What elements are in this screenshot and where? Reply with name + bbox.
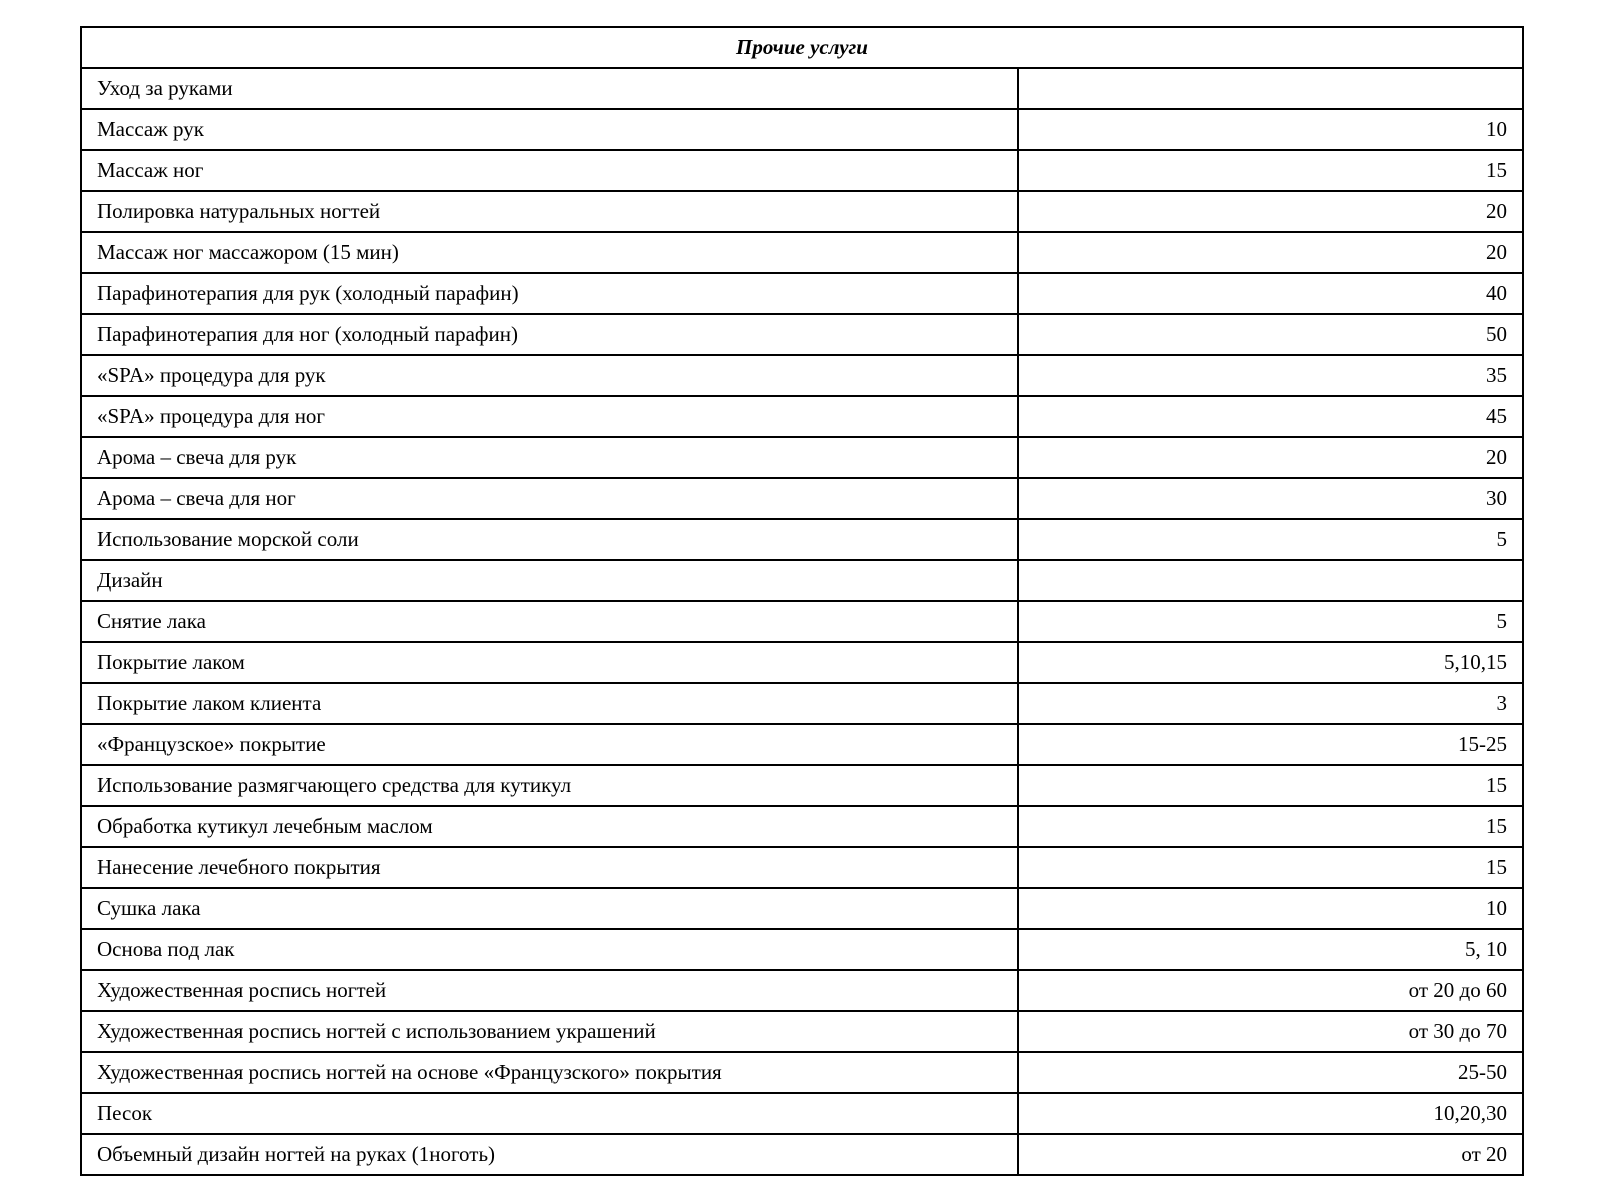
table-row: [81, 1052, 1523, 1093]
service-price: 10: [1018, 888, 1523, 929]
service-price: 15-25: [1018, 724, 1523, 765]
service-name: Парафинотерапия для рук (холодный парафин): [81, 273, 1018, 314]
table-row: [81, 970, 1523, 1011]
service-name: Художественная роспись ногтей: [81, 970, 1018, 1011]
table-row: [81, 929, 1523, 970]
service-name: Уход за руками: [81, 68, 1018, 109]
service-price: 5: [1018, 519, 1523, 560]
service-price: 15: [1018, 765, 1523, 806]
table-row: [81, 601, 1523, 642]
service-price: 25-50: [1018, 1052, 1523, 1093]
service-name: «Французское» покрытие: [81, 724, 1018, 765]
service-price: 5,10,15: [1018, 642, 1523, 683]
service-name: Сушка лака: [81, 888, 1018, 929]
service-name: Массаж рук: [81, 109, 1018, 150]
table-row: [81, 109, 1523, 150]
table-row: [81, 765, 1523, 806]
service-name: Песок: [81, 1093, 1018, 1134]
table-row: [81, 519, 1523, 560]
service-name: Художественная роспись ногтей на основе «Французского» покрытия: [81, 1052, 1018, 1093]
service-price: 35: [1018, 355, 1523, 396]
service-name: Полировка натуральных ногтей: [81, 191, 1018, 232]
service-name: Парафинотерапия для ног (холодный парафин): [81, 314, 1018, 355]
table-row: [81, 314, 1523, 355]
table-row: [81, 437, 1523, 478]
service-name: Снятие лака: [81, 601, 1018, 642]
table-row: [81, 683, 1523, 724]
service-name: Арома – свеча для ног: [81, 478, 1018, 519]
service-name: Нанесение лечебного покрытия: [81, 847, 1018, 888]
service-price: 3: [1018, 683, 1523, 724]
table-row: [81, 273, 1523, 314]
table-row: [81, 478, 1523, 519]
service-price: 15: [1018, 847, 1523, 888]
service-price: 20: [1018, 191, 1523, 232]
service-price: 40: [1018, 273, 1523, 314]
service-name: Объемный дизайн ногтей на руках (1ноготь): [81, 1134, 1018, 1175]
service-price: 50: [1018, 314, 1523, 355]
service-name: «SPA» процедура для ног: [81, 396, 1018, 437]
service-name: Арома – свеча для рук: [81, 437, 1018, 478]
table-row: [81, 1011, 1523, 1052]
service-price: [1018, 560, 1523, 601]
table-row: [81, 806, 1523, 847]
service-price: 30: [1018, 478, 1523, 519]
service-name: Основа под лак: [81, 929, 1018, 970]
service-price: от 30 до 70: [1018, 1011, 1523, 1052]
service-price: 5, 10: [1018, 929, 1523, 970]
service-price: 5: [1018, 601, 1523, 642]
service-price: 10: [1018, 109, 1523, 150]
service-name: «SPA» процедура для рук: [81, 355, 1018, 396]
table-title-row: [81, 27, 1523, 68]
table-row: [81, 560, 1523, 601]
service-name: Покрытие лаком: [81, 642, 1018, 683]
table-row: [81, 396, 1523, 437]
service-name: Массаж ног массажором (15 мин): [81, 232, 1018, 273]
table-row: [81, 642, 1523, 683]
service-name: Обработка кутикул лечебным маслом: [81, 806, 1018, 847]
table-row: [81, 888, 1523, 929]
table-row: [81, 724, 1523, 765]
service-price: от 20: [1018, 1134, 1523, 1175]
table-title: Прочие услуги: [81, 27, 1523, 68]
table-row: [81, 1093, 1523, 1134]
service-price: от 20 до 60: [1018, 970, 1523, 1011]
service-price: [1018, 68, 1523, 109]
service-name: Использование морской соли: [81, 519, 1018, 560]
service-name: Покрытие лаком клиента: [81, 683, 1018, 724]
table-row: [81, 68, 1523, 109]
service-price: 45: [1018, 396, 1523, 437]
price-table: [80, 26, 1524, 1176]
table-row: [81, 847, 1523, 888]
service-name: Использование размягчающего средства для кутикул: [81, 765, 1018, 806]
service-name: Дизайн: [81, 560, 1018, 601]
service-price: 20: [1018, 437, 1523, 478]
service-name: Массаж ног: [81, 150, 1018, 191]
service-price: 10,20,30: [1018, 1093, 1523, 1134]
table-row: [81, 355, 1523, 396]
service-price: 20: [1018, 232, 1523, 273]
service-price: 15: [1018, 150, 1523, 191]
service-price: 15: [1018, 806, 1523, 847]
table-row: [81, 191, 1523, 232]
service-name: Художественная роспись ногтей с использованием украшений: [81, 1011, 1018, 1052]
table-row: [81, 1134, 1523, 1175]
table-row: [81, 150, 1523, 191]
table-row: [81, 232, 1523, 273]
